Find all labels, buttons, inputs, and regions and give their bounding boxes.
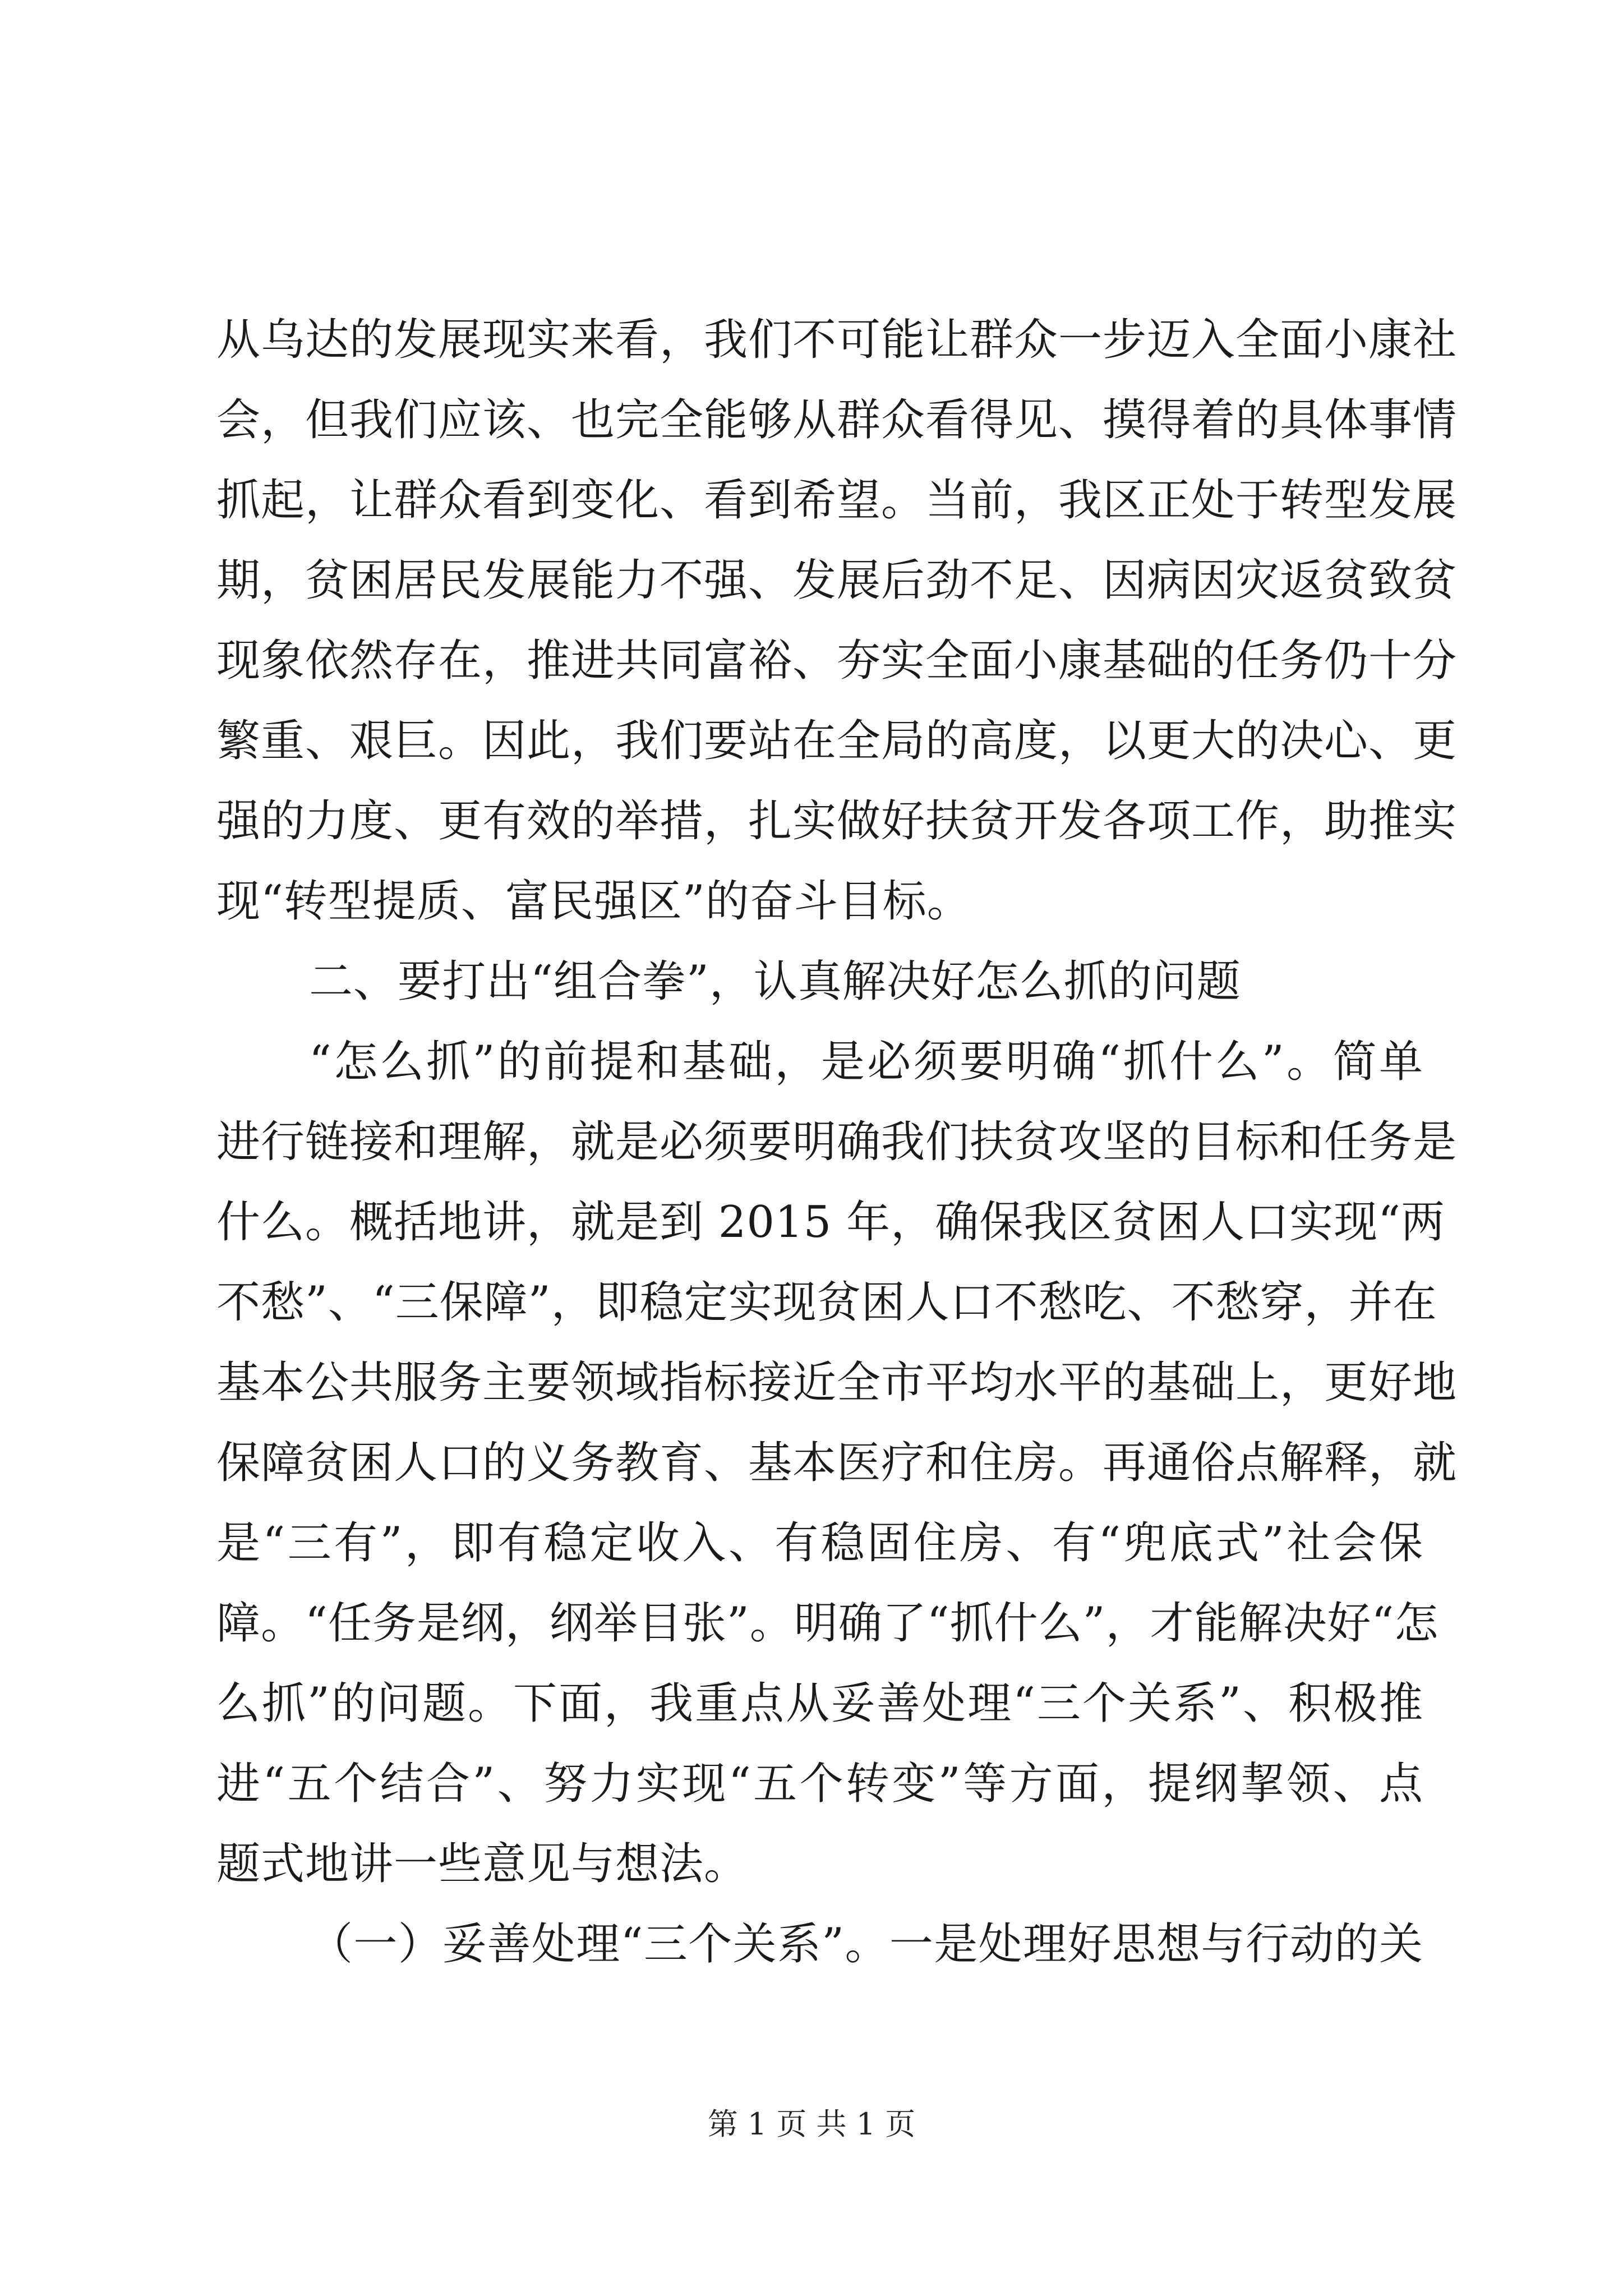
text-line: 会，但我们应该、也完全能够从群众看得见、摸得着的具体事情 <box>216 395 1458 445</box>
text-line: 不愁”、“三保障”，即稳定实现贫困人口不愁吃、不愁穿，并在 <box>216 1277 1437 1328</box>
text-line: 现象依然存在，推进共同富裕、夯实全面小康基础的任务仍十分 <box>216 636 1458 686</box>
text-line: 么抓”的问题。下面，我重点从妥善处理“三个关系”、积极推 <box>216 1678 1423 1729</box>
text-line: 强的力度、更有效的举措，扎实做好扶贫开发各项工作，助推实 <box>216 796 1458 846</box>
text-line: 进行链接和理解，就是必须要明确我们扶贫攻坚的目标和任务是 <box>216 1117 1458 1167</box>
text-line: 是“三有”，即有稳定收入、有稳固住房、有“兜底式”社会保 <box>216 1518 1423 1568</box>
text-line: 障。“任务是纲，纲举目张”。明确了“抓什么”，才能解决好“怎 <box>216 1598 1439 1649</box>
page-number-footer: 第 1 页 共 1 页 <box>707 2106 916 2142</box>
text-line: 繁重、艰巨。因此，我们要站在全局的高度，以更大的决心、更 <box>216 716 1458 766</box>
text-line: 抓起，让群众看到变化、看到希望。当前，我区正处于转型发展 <box>216 475 1458 526</box>
body-text <box>216 300 1458 1985</box>
text-line: “怎么抓”的前提和基础，是必须要明确“抓什么”。简单 <box>309 1037 1423 1087</box>
text-line: 基本公共服务主要领域指标接近全市平均水平的基础上，更好地 <box>216 1358 1458 1408</box>
section-heading: 二、要打出“组合拳”，认真解决好怎么抓的问题 <box>309 956 1241 1007</box>
text-line: 期，贫困居民发展能力不强、发展后劲不足、因病因灾返贫致贫 <box>216 555 1458 606</box>
text-line: 题式地讲一些意见与想法。 <box>216 1839 749 1889</box>
text-line: （一）妥善处理“三个关系”。一是处理好思想与行动的关 <box>309 1919 1423 1970</box>
text-line: 现“转型提质、富民强区”的奋斗目标。 <box>216 876 971 927</box>
text-line: 进“五个结合”、努力实现“五个转变”等方面，提纲挈领、点 <box>216 1759 1423 1809</box>
text-line: 什么。概括地讲，就是到 2015 年，确保我区贫困人口实现“两 <box>216 1197 1445 1248</box>
text-line: 从乌达的发展现实来看，我们不可能让群众一步迈入全面小康社 <box>216 315 1458 365</box>
text-line: 保障贫困人口的义务教育、基本医疗和住房。再通俗点解释，就 <box>216 1438 1458 1488</box>
